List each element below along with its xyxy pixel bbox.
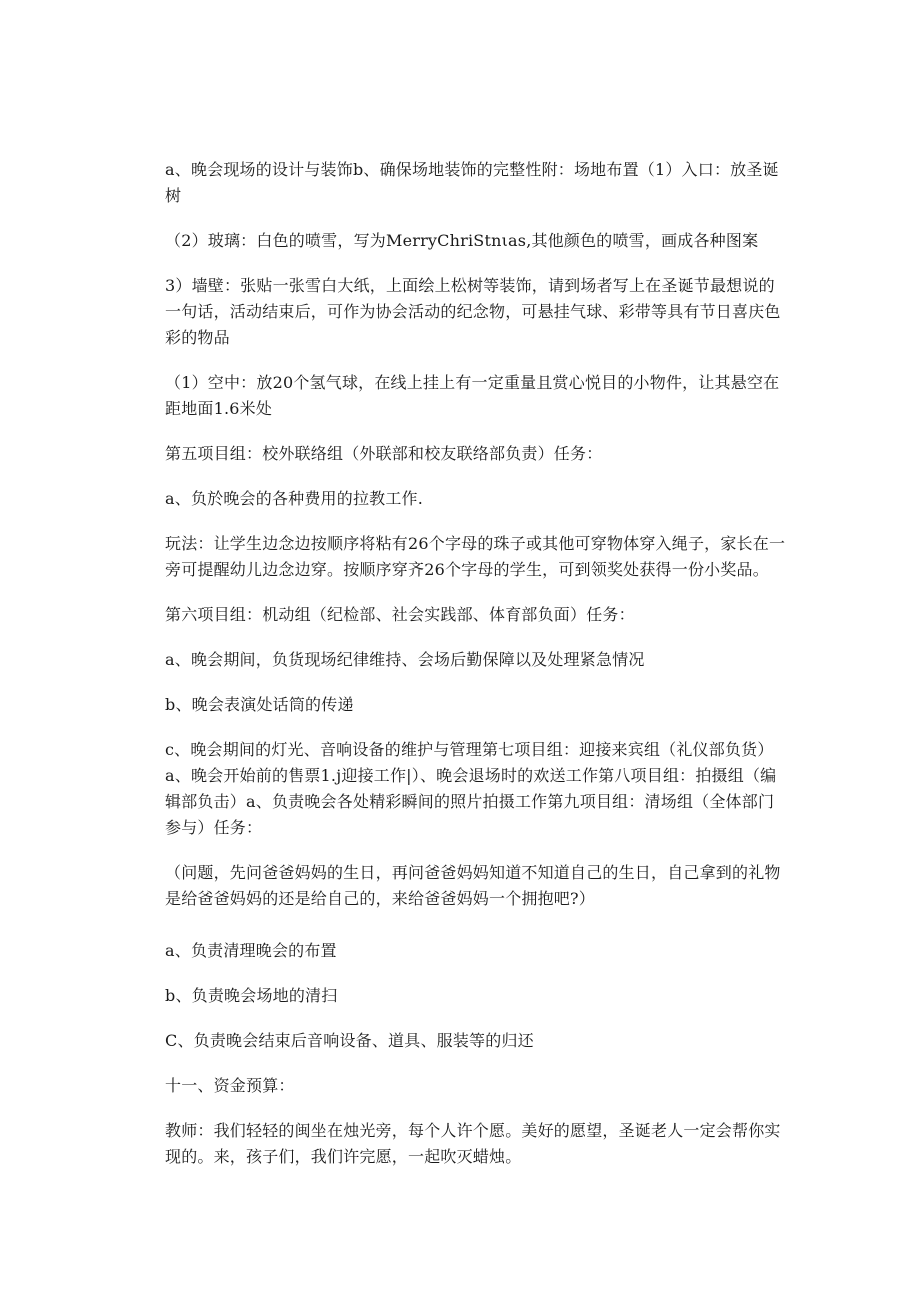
paragraph-group-six: 第六项目组：机动组（纪检部、社会实践部、体育部负面）任务： — [165, 605, 635, 624]
paragraph-game-rules: 玩法：让学生边念边按顺序将粘有26个字母的珠子或其他可穿物体穿入绳子，家长在一旁可提醒幼儿边念边穿。按顺序穿齐26个字母的学生，可到领奖处获得一份小奖品。 — [165, 534, 786, 579]
paragraph-air: （1）空中：放20个氢气球，在线上挂上有一定重量且赏心悦目的小物件，让其悬空在距地面1.6米处 — [165, 373, 780, 418]
paragraph-teacher-wish: 教师：我们轻轻的闽坐在烛光旁，每个人许个愿。美好的愿望，圣诞老人一定会帮你实现的。来，孩子们，我们许完愿，一起吹灭蜡烛。 — [165, 1121, 781, 1166]
paragraph-clean-venue: b、负责晚会场地的清扫 — [165, 986, 338, 1005]
paragraph-clear-layout: a、负责清理晚会的布置 — [165, 941, 337, 960]
document-page — [165, 157, 790, 1189]
paragraph-venue-design: a、晚会现场的设计与装饰b、确保场地装饰的完整性附：场地布置（1）入口：放圣诞树 — [165, 160, 779, 205]
paragraph-group-five: 第五项目组：校外联络组（外联部和校友联络部负责）任务： — [165, 444, 603, 463]
paragraph-wall: 3）墙壁：张贴一张雪白大纸，上面绘上松树等装饰，请到场者写上在圣诞节最想说的一句话，活动结束后，可作为协会活动的纪念物，可悬挂气球、彩带等具有节日喜庆色彩的物品 — [165, 276, 781, 347]
paragraph-budget-heading: 十一、资金预算： — [165, 1076, 295, 1095]
paragraph-microphone: b、晚会表演处话筒的传递 — [165, 695, 354, 714]
paragraph-fundraising: a、负於晚会的各种费用的拉教工作. — [165, 489, 424, 508]
paragraph-discipline: a、晚会期间，负货现场纪律维持、会场后勤保障以及处理紧急情况 — [165, 650, 645, 669]
paragraph-return-equipment: C、负责晚会结束后音响设备、道具、服装等的归还 — [165, 1031, 534, 1050]
paragraph-glass: （2）玻璃：白色的喷雪，写为MerryChriStnιas,其他颜色的喷雪，画成各种图案 — [165, 231, 759, 250]
paragraph-birthday-question: （问题，先问爸爸妈妈的生日，再问爸爸妈妈知道不知道自己的生日，自己拿到的礼物是给爸爸妈妈的还是给自己的，来给爸爸妈妈一个拥抱吧?） — [165, 863, 781, 908]
paragraph-groups-seven-to-nine: c、晚会期间的灯光、音响设备的维护与管理第七项目组：迎接来宾组（礼仪部负货）a、晚会开始前的售票1.j迎接工作|）、晚会退场时的欢送工作第八项目组：拍摄组（编辑部负击）a、负责晚会各处精彩瞬间的照片拍摄工作第九项目组：清场组（全体部门参与）任务： — [165, 740, 777, 837]
